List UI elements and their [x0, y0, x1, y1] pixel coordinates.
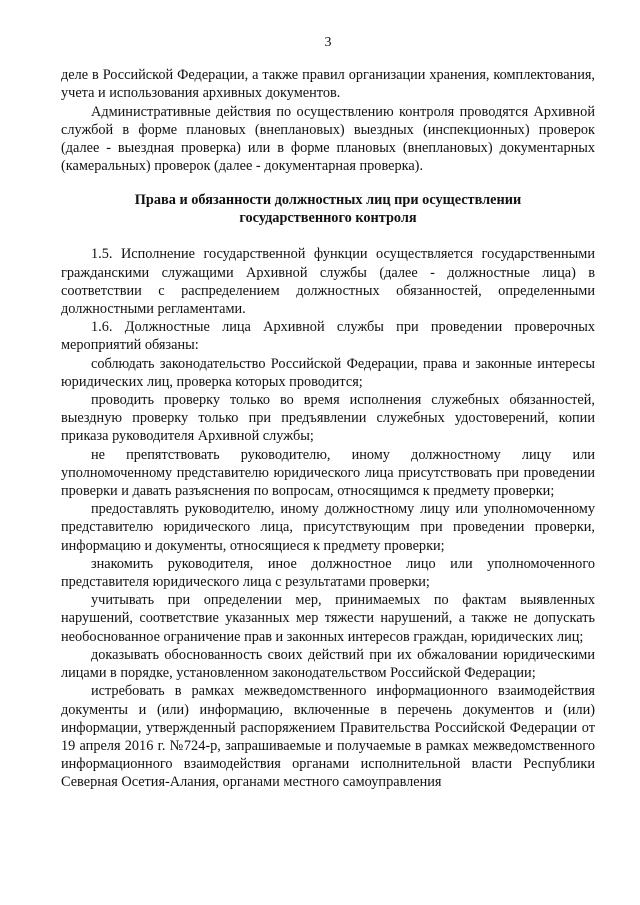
duty-item-8: истребовать в рамках межведомственного информационного взаимодействия документы и (или) информацию, включенные в перечень документов и (или) информации, утвержденный распоряжением Правительства Российской Федерации от 19 апреля 2016 г. №724-р, запрашиваемые и получаемые в рамках межведомственного информационного взаимодействия органами исполнительной власти Республики Северная Осетия-Алания, органами местного самоуправления — [61, 683, 595, 791]
section-heading-line-2: государственного контроля — [239, 210, 417, 227]
duty-item-4: предоставлять руководителю, иному должностному лицу или уполномоченному представителю юридического лица, присутствующим при проведении проверки, информацию и документы, относящиеся к предмету проверки; — [61, 501, 595, 554]
duty-item-5: знакомить руководителя, иное должностное лицо или уполномоченного представителя юридического лица с результатами проверки; — [61, 555, 595, 591]
duty-item-6: учитывать при определении мер, принимаемых по фактам выявленных нарушений, соответствие указанных мер тяжести нарушений, а также не допускать необоснованное ограничение прав и законных интересов граждан, юридических лиц; — [61, 592, 595, 645]
intro-paragraph-continuation: деле в Российской Федерации, а также правил организации хранения, комплектования, учета и использования архивных документов. — [61, 67, 595, 102]
section-heading-line-1: Права и обязанности должностных лиц при осуществлении — [134, 192, 522, 209]
intro-paragraph-actions: Административные действия по осуществлению контроля проводятся Архивной службой в форме плановых (внеплановых) выездных (инспекционных) проверок (далее - выездная проверка) или в форме плановых (внеплановых) документарных (камеральных) проверок (далее - документарная проверка). — [61, 103, 595, 175]
duty-item-3: не препятствовать руководителю, иному должностному лицу или уполномоченному представителю юридического лица присутствовать при проведении проверки и давать разъяснения по вопросам, относящимся к предмету проверки; — [61, 446, 595, 500]
page-number: 3 — [324, 35, 332, 50]
clause-1-6: 1.6. Должностные лица Архивной службы при проведении проверочных мероприятий обязаны: — [61, 319, 595, 354]
duty-item-7: доказывать обоснованность своих действий при их обжаловании юридическими лицами в порядке, установленном законодательством Российской Федерации; — [61, 646, 595, 682]
clause-1-5: 1.5. Исполнение государственной функции осуществляется государственными гражданскими служащими Архивной службы (далее - должностные лица) в соответствии с распределением должностных обязанностей, определенными должностными регламентами. — [61, 246, 595, 318]
duty-item-1: соблюдать законодательство Российской Федерации, права и законные интересы юридических лиц, проверка которых проводится; — [61, 355, 595, 390]
document-page — [61, 34, 595, 792]
duty-item-2: проводить проверку только во время исполнения служебных обязанностей, выездную проверку только при предъявлении служебных удостоверений, копии приказа руководителя Архивной службы; — [61, 392, 595, 445]
section-heading — [61, 191, 595, 227]
